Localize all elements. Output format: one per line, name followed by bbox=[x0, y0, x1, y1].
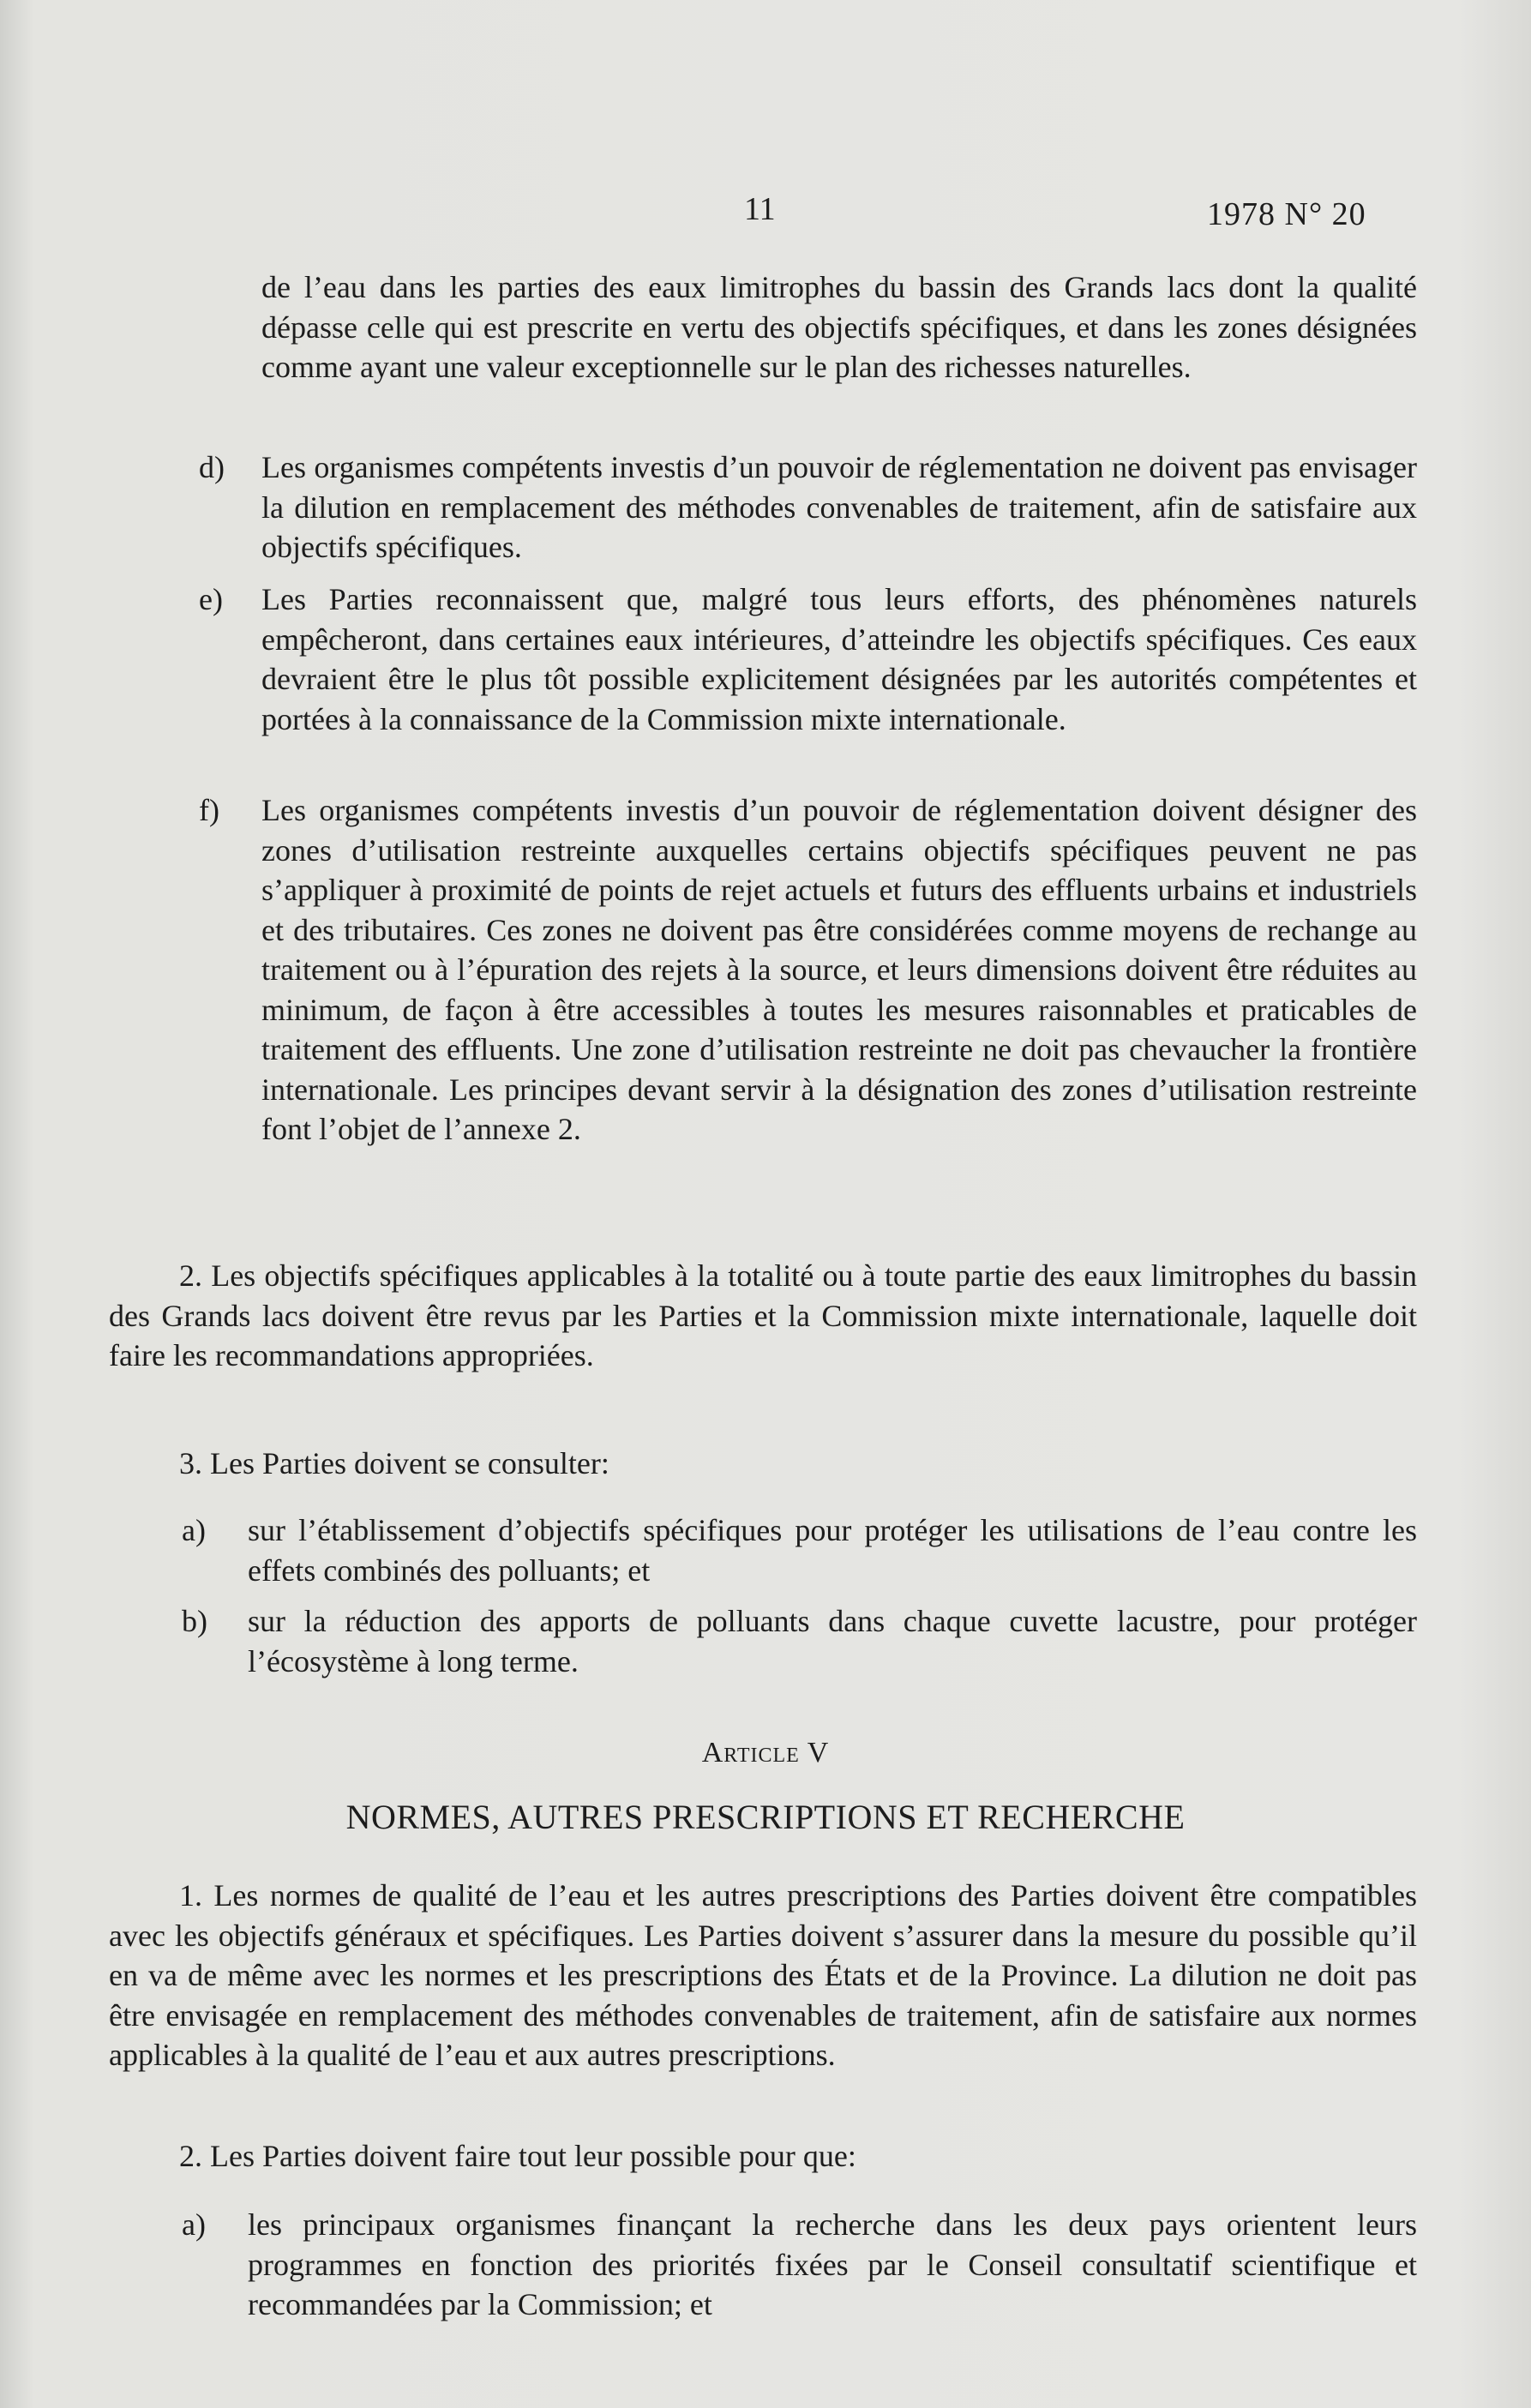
list-item-label: b) bbox=[182, 1604, 207, 1638]
paragraph-text: 2. Les Parties doivent faire tout leur possible pour que: bbox=[179, 2139, 856, 2173]
list-item-d bbox=[199, 447, 1417, 567]
paragraph-text: 1. Les normes de qualité de l’eau et les autres prescriptions des Parties doivent être compatibles avec les objectifs généraux et spécifiques. Les Parties doivent s’assurer dans la mesure du possible qu’il en va de même avec les normes et les prescriptions des États et de la Province. La dilution ne doit pas être envisagée en remplacement des méthodes convenables de traitement, afin de satisfaire aux normes applicables à la qualité de l’eau et aux autres prescriptions. bbox=[109, 1878, 1417, 2072]
article-label: Article V bbox=[701, 1737, 830, 1768]
paragraph-text: 2. Les objectifs spécifiques applicables à la totalité ou à toute partie des eaux limitrophes du bassin des Grands lacs doivent être revus par les Parties et la Commission mixte internationale, laquelle doit faire les recommandations appropriées. bbox=[109, 1258, 1417, 1372]
list-item-a bbox=[182, 1510, 1417, 1590]
list-item-label: a) bbox=[182, 1513, 206, 1547]
article-paragraph-1 bbox=[109, 1876, 1417, 2075]
paragraph-text: 3. Les Parties doivent se consulter: bbox=[179, 1446, 609, 1480]
list-item-text: Les Parties reconnaissent que, malgré tous leurs efforts, des phénomènes naturels empêcheront, dans certaines eaux intérieures, d’atteindre les objectifs spécifiques. Ces eaux devraient être le plus tôt possible explicitement désignées par les autorités compétentes et portées à la connaissance de la Commission mixte internationale. bbox=[261, 582, 1417, 736]
article-paragraph-2 bbox=[109, 2136, 1417, 2177]
list-item-b bbox=[182, 1601, 1417, 1681]
list-item-text: sur l’établissement d’objectifs spécifiques pour protéger les utilisations de l’eau contre les effets combinés des polluants; et bbox=[248, 1513, 1417, 1588]
list-item-label: d) bbox=[199, 450, 225, 484]
list-item-text: Les organismes compétents investis d’un pouvoir de réglementation ne doivent pas envisager la dilution en remplacement des méthodes convenables de traitement, afin de satisfaire aux objectifs spécifiques. bbox=[261, 450, 1417, 564]
article-title: NORMES, AUTRES PRESCRIPTIONS ET RECHERCHE bbox=[345, 1798, 1186, 1836]
list-item-text: sur la réduction des apports de polluants dans chaque cuvette lacustre, pour protéger l’écosystème à long terme. bbox=[248, 1604, 1417, 1678]
list-item-label: e) bbox=[199, 582, 223, 616]
paragraph-2 bbox=[109, 1256, 1417, 1376]
list-item-e bbox=[199, 579, 1417, 739]
article-list-item-a bbox=[182, 2205, 1417, 2325]
list-item-label: a) bbox=[182, 2207, 206, 2242]
list-item-text: les principaux organismes finançant la recherche dans les deux pays orientent leurs programmes en fonction des priorités fixées par le Conseil consultatif scientifique et recommandées par la Commission; et bbox=[248, 2207, 1417, 2321]
list-item-text: Les organismes compétents investis d’un pouvoir de réglementation doivent désigner des zones d’utilisation restreinte auxquelles certains objectifs spécifiques peuvent ne pas s’appliquer à proximité de points de rejet actuels et futurs des effluents urbains et industriels et des tributaires. Ces zones ne doivent pas être considérées comme moyens de rechange au traitement ou à l’épuration des rejets à la source, et leurs dimensions doivent être réduites au minimum, de façon à être accessibles à toutes les mesures raisonnables et praticables de traitement des effluents. Une zone d’utilisation restreinte ne doit pas chevaucher la frontière internationale. Les principes devant servir à la désignation des zones d’utilisation restreinte font l’objet de l’annexe 2. bbox=[261, 793, 1417, 1146]
list-item-f bbox=[199, 790, 1417, 1150]
continuation-paragraph: de l’eau dans les parties des eaux limitrophes du bassin des Grands lacs dont la qualité dépasse celle qui est prescrite en vertu des objectifs spécifiques, et dans les zones désignées comme ayant une valeur exceptionnelle sur le plan des richesses naturelles. bbox=[261, 270, 1417, 384]
list-item-label: f) bbox=[199, 793, 219, 827]
paragraph-3 bbox=[109, 1444, 1417, 1484]
page-number: 11 bbox=[744, 191, 776, 227]
document-reference: 1978 N° 20 bbox=[1207, 196, 1366, 232]
